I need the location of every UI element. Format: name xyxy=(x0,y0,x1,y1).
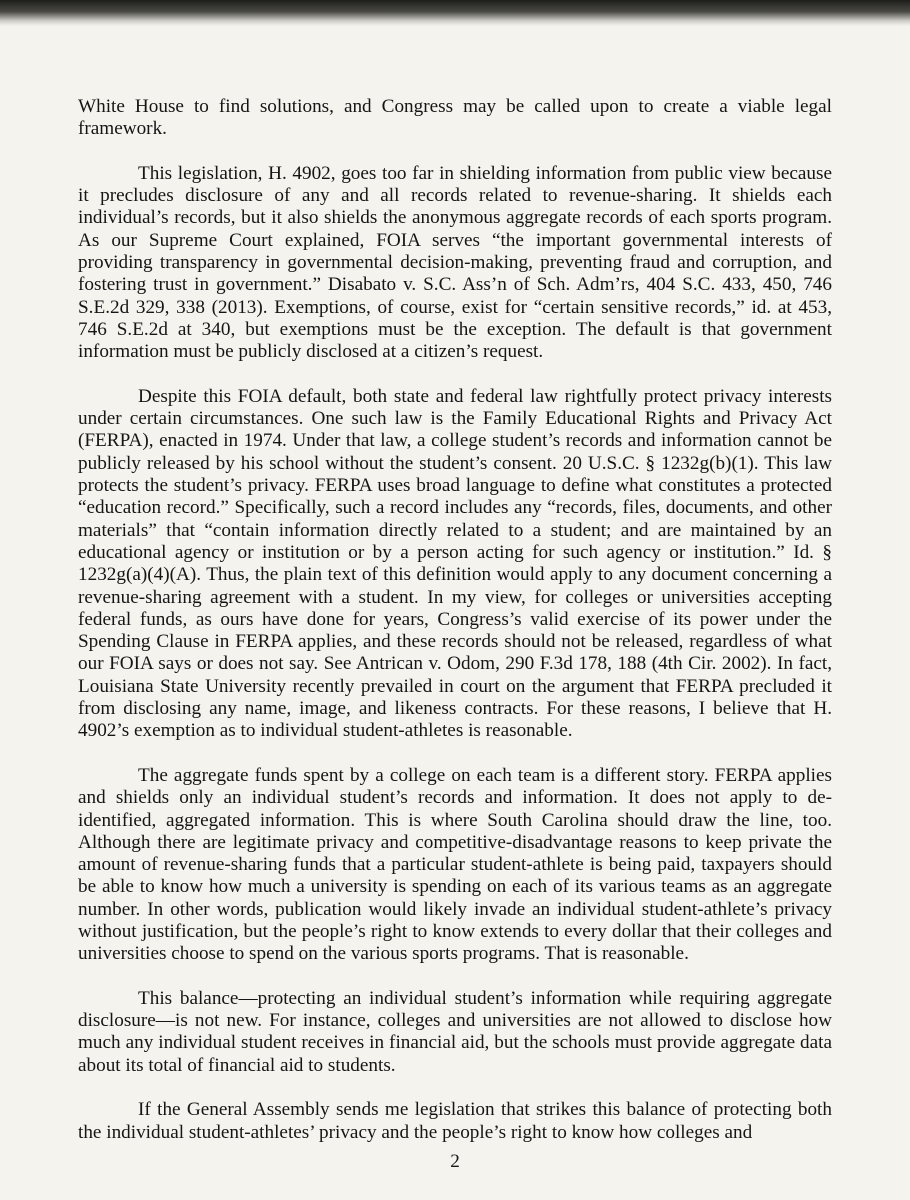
paragraph-h4902-scope: This legislation, H. 4902, goes too far in shielding information from public view because it precludes disclosure of any and all records related to revenue-sharing. It shields each individual’s records, but it also shields the anonymous aggregate records of each sports program. As our Supreme Court explained, FOIA serves “the important governmental interests of providing transparency in governmental decision-making, preventing fraud and corruption, and fostering trust in government.” Disabato v. S.C. Ass’n of Sch. Adm’rs, 404 S.C. 433, 450, 746 S.E.2d 329, 338 (2013). Exemptions, of course, exist for “certain sensitive records,” id. at 453, 746 S.E.2d at 340, but exemptions must be the exception. The default is that government information must be publicly disclosed at a citizen’s request. xyxy=(78,162,832,363)
paragraph-ferpa: Despite this FOIA default, both state and federal law rightfully protect privacy interests under certain circumstances. One such law is the Family Educational Rights and Privacy Act (FERPA), enacted in 1974. Under that law, a college student’s records and information cannot be publicly released by his school without the student’s consent. 20 U.S.C. § 1232g(b)(1). This law protects the student’s privacy. FERPA uses broad language to define what constitutes a protected “education record.” Specifically, such a record includes any “records, files, documents, and other materials” that “contain information directly related to a student; and are maintained by an educational agency or institution or by a person acting for such agency or institution.” Id. § 1232g(a)(4)(A). Thus, the plain text of this definition would apply to any document concerning a revenue-sharing agreement with a student. In my view, for colleges or universities accepting federal funds, as ours have done for years, Congress’s valid exercise of its power under the Spending Clause in FERPA applies, and these records should not be released, regardless of what our FOIA says or does not say. See Antrican v. Odom, 290 F.3d 178, 188 (4th Cir. 2002). In fact, Louisiana State University recently prevailed in court on the argument that FERPA precluded it from disclosing any name, image, and likeness contracts. For these reasons, I believe that H. 4902’s exemption as to individual student-athletes is reasonable. xyxy=(78,385,832,742)
paragraph-balance: This balance—protecting an individual student’s information while requiring aggregate disclosure—is not new. For instance, colleges and universities are not allowed to disclose how much any individual student receives in financial aid, but the schools must provide aggregate data about its total of financial aid to students. xyxy=(78,987,832,1076)
page-number: 2 xyxy=(450,1151,460,1172)
letter-body xyxy=(78,96,832,1166)
paragraph-continuation: White House to find solutions, and Congress may be called upon to create a viable legal framework. xyxy=(78,96,832,140)
scan-edge-shadow xyxy=(0,0,910,26)
paragraph-general-assembly: If the General Assembly sends me legislation that strikes this balance of protecting both the individual student-athletes’ privacy and the people’s right to know how colleges and xyxy=(78,1099,832,1143)
paragraph-aggregate-funds: The aggregate funds spent by a college on each team is a different story. FERPA applies and shields only an individual student’s records and information. It does not apply to de-identified, aggregated information. This is where South Carolina should draw the line, too. Although there are legitimate privacy and competitive-disadvantage reasons to keep private the amount of revenue-sharing funds that a particular student-athlete is being paid, taxpayers should be able to know how much a university is spending on each of its various teams as an aggregate number. In other words, publication would likely invade an individual student-athlete’s privacy without justification, but the people’s right to know extends to every dollar that their colleges and universities choose to spend on the various sports programs. That is reasonable. xyxy=(78,764,832,965)
